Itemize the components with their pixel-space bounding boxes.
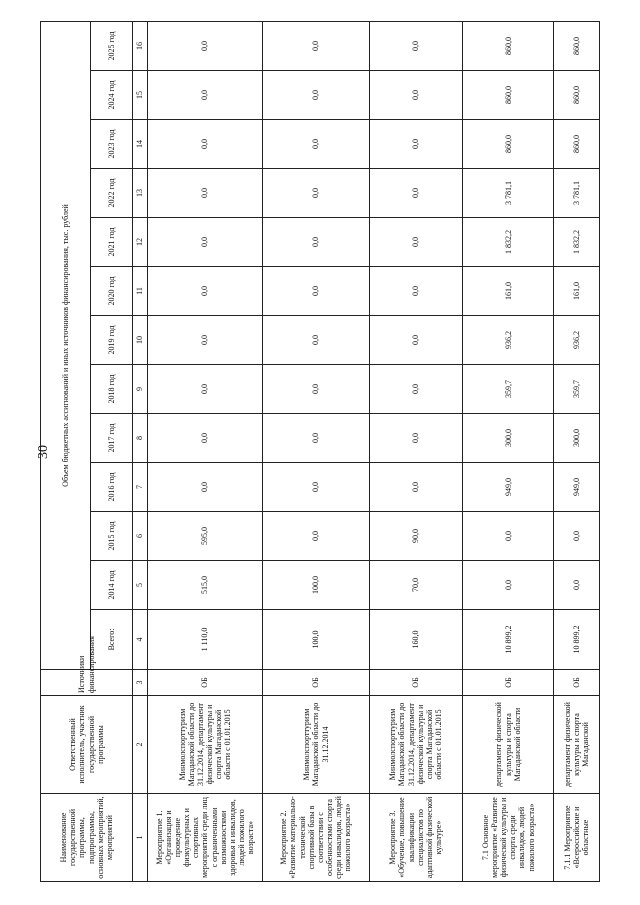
row-year-value: 0,0 <box>148 120 263 169</box>
row-year-value: 860,0 <box>463 71 554 120</box>
row-year-value: 0,0 <box>148 71 263 120</box>
row-year-value: 0,0 <box>554 512 600 561</box>
row-year-value: 0,0 <box>369 21 462 70</box>
row-year-value: 90,0 <box>369 512 462 561</box>
row-year-value: 0,0 <box>148 169 263 218</box>
row-year-value: 949,0 <box>554 463 600 512</box>
row-year-value: 860,0 <box>463 21 554 70</box>
row-year-value: 0,0 <box>148 414 263 463</box>
row-total: 160,0 <box>369 610 462 670</box>
header-year: 2020 год <box>91 267 133 316</box>
row-source: ОБ <box>554 670 600 696</box>
row-total: 10 899,2 <box>554 610 600 670</box>
column-number-row <box>133 21 148 881</box>
row-year-value: 0,0 <box>263 71 369 120</box>
column-number: 12 <box>133 218 148 267</box>
header-total: Всего: <box>91 610 133 670</box>
column-number: 7 <box>133 463 148 512</box>
row-executor: департамент физической культуры и спорта Магаданской <box>554 696 600 794</box>
row-source: ОБ <box>463 670 554 696</box>
row-name: 7.1.1 Мероприятие «Всероссийские и областные <box>554 794 600 882</box>
row-name: Мероприятие 2. «Развитие материально-технической спортивной базы в соответствии с особенностями спорта среди инвалидов, людей пожилого возраста» <box>263 794 369 882</box>
row-executor: Минмолспорттуризм Магаданской области до 31.12.2014, департамент физической культуры и спорта Магаданской области с 01.01.2015 <box>369 696 462 794</box>
row-year-value: 1 832,2 <box>463 218 554 267</box>
row-year-value: 300,0 <box>463 414 554 463</box>
row-year-value: 161,0 <box>463 267 554 316</box>
row-year-value: 0,0 <box>369 169 462 218</box>
row-year-value: 0,0 <box>263 218 369 267</box>
header-year: 2014 год <box>91 561 133 610</box>
row-year-value: 300,0 <box>554 414 600 463</box>
row-year-value: 949,0 <box>463 463 554 512</box>
row-year-value: 3 781,1 <box>554 169 600 218</box>
row-year-value: 359,7 <box>554 365 600 414</box>
header-name: Наименование государственной программы, подпрограммы, основных мероприятий, мероприятий <box>41 794 133 882</box>
header-executor: Ответственный исполнитель, участник государственной программы <box>41 696 133 794</box>
row-year-value: 0,0 <box>148 267 263 316</box>
row-year-value: 161,0 <box>554 267 600 316</box>
row-year-value: 0,0 <box>369 365 462 414</box>
row-executor: Минмолспорттуризм Магаданской области до 31.12.2014, департамент физической культуры и спорта Магаданской области с 01.01.2015 <box>148 696 263 794</box>
row-year-value: 100,0 <box>263 561 369 610</box>
column-number: 15 <box>133 71 148 120</box>
row-year-value: 0,0 <box>263 414 369 463</box>
row-year-value: 0,0 <box>263 267 369 316</box>
column-number: 4 <box>133 610 148 670</box>
row-year-value: 595,0 <box>148 512 263 561</box>
row-year-value: 0,0 <box>263 316 369 365</box>
column-number: 1 <box>133 794 148 882</box>
row-total: 1 110,0 <box>148 610 263 670</box>
row-year-value: 860,0 <box>554 71 600 120</box>
column-number: 14 <box>133 120 148 169</box>
column-number: 5 <box>133 561 148 610</box>
row-year-value: 0,0 <box>263 463 369 512</box>
row-year-value: 0,0 <box>554 561 600 610</box>
header-year: 2024 год <box>91 71 133 120</box>
row-year-value: 0,0 <box>263 512 369 561</box>
row-year-value: 0,0 <box>369 218 462 267</box>
row-year-value: 936,2 <box>554 316 600 365</box>
row-year-value: 0,0 <box>263 365 369 414</box>
header-year: 2016 год <box>91 463 133 512</box>
page-number: 30 <box>36 445 51 459</box>
header-source: Источники финансирования <box>41 670 133 696</box>
row-source: ОБ <box>263 670 369 696</box>
row-year-value: 0,0 <box>263 21 369 70</box>
table-row <box>554 21 600 881</box>
header-year: 2025 год <box>91 21 133 70</box>
row-year-value: 0,0 <box>148 21 263 70</box>
header-year: 2023 год <box>91 120 133 169</box>
row-year-value: 860,0 <box>554 21 600 70</box>
budget-table <box>40 21 600 882</box>
header-year: 2017 год <box>91 414 133 463</box>
row-year-value: 1 832,2 <box>554 218 600 267</box>
row-year-value: 0,0 <box>369 120 462 169</box>
row-year-value: 0,0 <box>463 512 554 561</box>
table-row <box>463 21 554 881</box>
row-year-value: 0,0 <box>148 463 263 512</box>
row-year-value: 515,0 <box>148 561 263 610</box>
column-number: 9 <box>133 365 148 414</box>
row-year-value: 70,0 <box>369 561 462 610</box>
column-number: 2 <box>133 696 148 794</box>
row-year-value: 0,0 <box>369 414 462 463</box>
column-number: 10 <box>133 316 148 365</box>
table-row <box>369 21 462 881</box>
row-year-value: 0,0 <box>369 316 462 365</box>
column-number: 16 <box>133 21 148 70</box>
row-year-value: 860,0 <box>463 120 554 169</box>
header-year: 2021 год <box>91 218 133 267</box>
header-year: 2015 год <box>91 512 133 561</box>
row-year-value: 0,0 <box>369 71 462 120</box>
column-number: 13 <box>133 169 148 218</box>
table-row <box>148 21 263 881</box>
row-year-value: 0,0 <box>263 120 369 169</box>
header-year: 2022 год <box>91 169 133 218</box>
row-year-value: 359,7 <box>463 365 554 414</box>
row-year-value: 0,0 <box>463 561 554 610</box>
table-row <box>263 21 369 881</box>
header-year: 2018 год <box>91 365 133 414</box>
row-year-value: 936,2 <box>463 316 554 365</box>
column-number: 11 <box>133 267 148 316</box>
row-year-value: 860,0 <box>554 120 600 169</box>
row-year-value: 0,0 <box>148 218 263 267</box>
row-year-value: 0,0 <box>148 365 263 414</box>
row-total: 100,0 <box>263 610 369 670</box>
row-name: Мероприятие 3. «Обучение, повышение квалификации специалистов по адаптивной физической культуре» <box>369 794 462 882</box>
row-executor: Минмолспорттуризм Магаданской области до 31.12.2014 <box>263 696 369 794</box>
header-budget: Объем бюджетных ассигнований и иных источников финансирования, тыс. рублей <box>41 21 91 669</box>
rotated-table-sheet <box>40 22 600 882</box>
column-number: 3 <box>133 670 148 696</box>
column-number: 6 <box>133 512 148 561</box>
row-year-value: 0,0 <box>369 463 462 512</box>
header-year: 2019 год <box>91 316 133 365</box>
row-year-value: 0,0 <box>263 169 369 218</box>
row-year-value: 3 781,1 <box>463 169 554 218</box>
row-executor: департамент физической культуры и спорта Магаданской области <box>463 696 554 794</box>
row-year-value: 0,0 <box>369 267 462 316</box>
row-name: Мероприятие 1. «Организация и проведение физкультурных и спортивных мероприятий среди лиц с ограниченными возможностями здоровья и инвалидов, людей пожилого возраста» <box>148 794 263 882</box>
row-total: 10 899,2 <box>463 610 554 670</box>
row-year-value: 0,0 <box>148 316 263 365</box>
row-name: 7.1 Основное мероприятие «Развитие физической культуры и спорта среди инвалидов, людей пожилого возраста» <box>463 794 554 882</box>
row-source: ОБ <box>369 670 462 696</box>
row-source: ОБ <box>148 670 263 696</box>
column-number: 8 <box>133 414 148 463</box>
